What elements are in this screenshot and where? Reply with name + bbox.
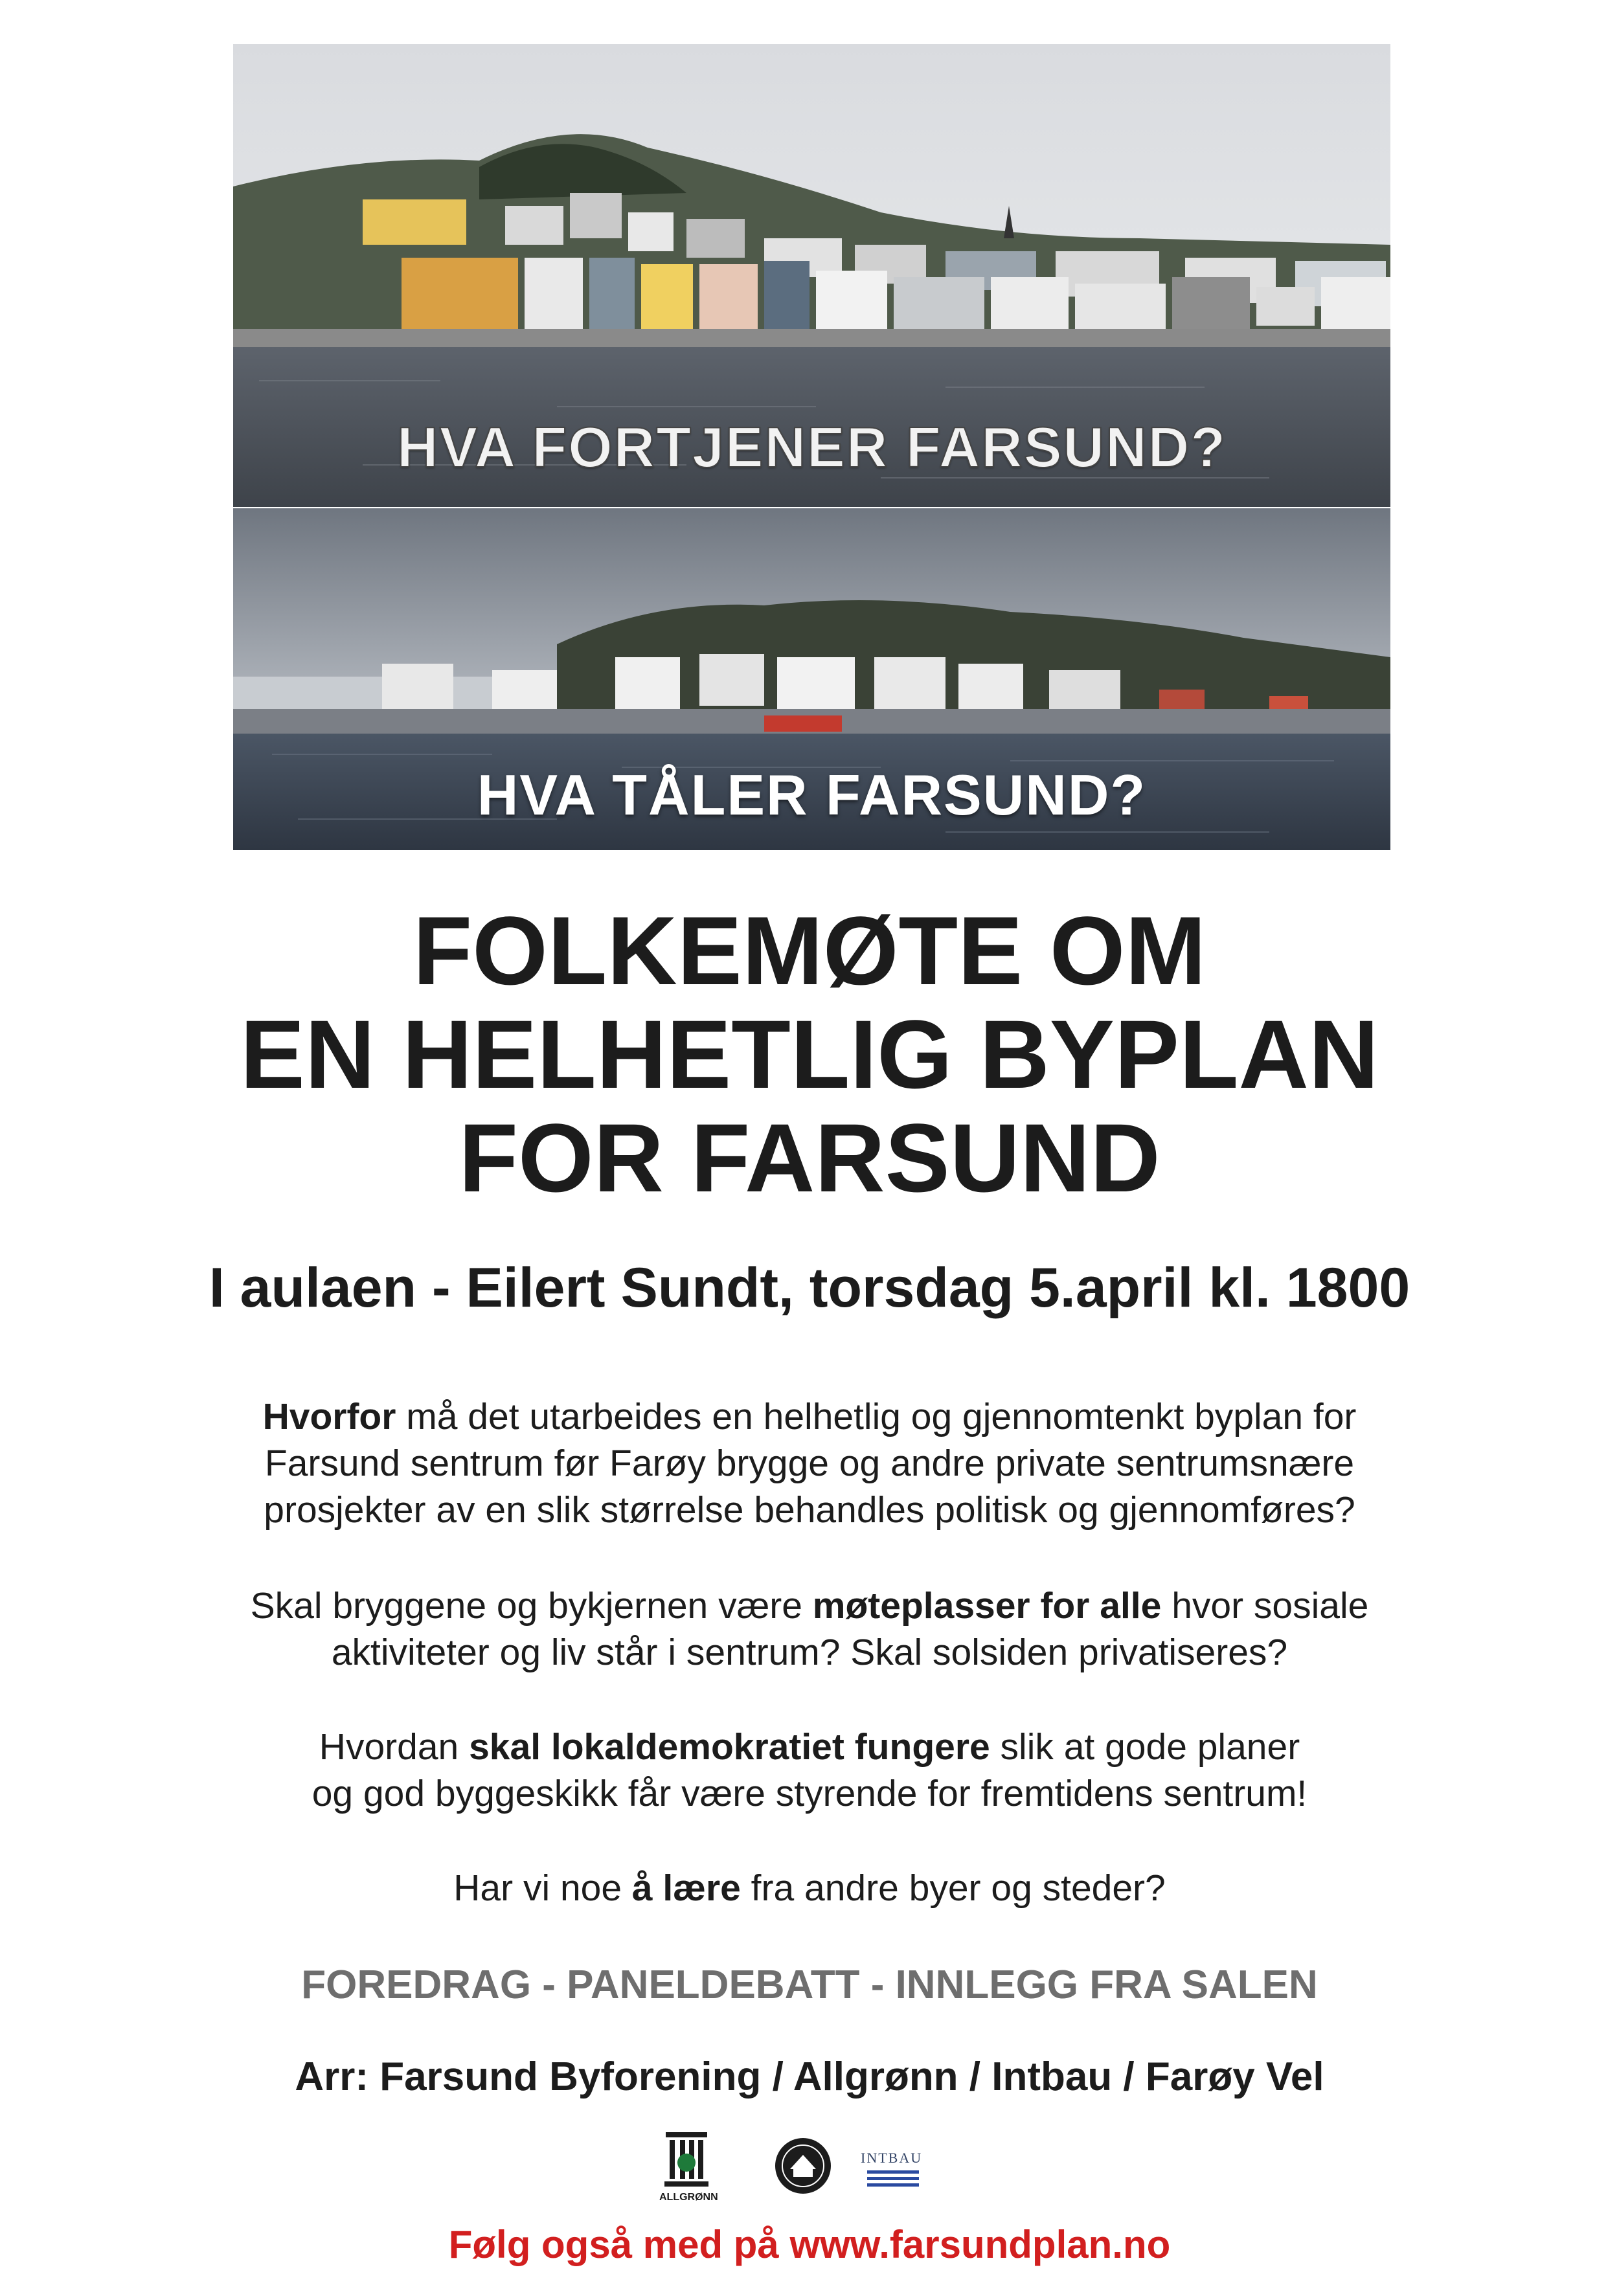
paragraph-democracy-pre: Hvordan xyxy=(319,1726,470,1768)
paragraph-why-line-1: må det utarbeides en helhetlig og gjennomtenkt byplan for xyxy=(396,1396,1357,1437)
intbau-logo xyxy=(858,2150,936,2195)
paragraph-why-bold: Hvorfor xyxy=(262,1396,396,1437)
allgronn-label: ALLGRØNN xyxy=(659,2192,718,2203)
allgronn-logo xyxy=(659,2127,718,2205)
paragraph-learn-post: fra andre byer og steder? xyxy=(740,1867,1166,1909)
paragraph-why xyxy=(97,1393,1522,1533)
intbau-label: INTBAU xyxy=(861,2150,923,2166)
website-link[interactable]: Følg også med på www.farsundplan.no xyxy=(448,2223,1171,2266)
program: FOREDRAG - PANELDEBATT - INNLEGG FRA SALEN xyxy=(301,1963,1318,2007)
paragraph-meeting-places-post: hvor sosiale xyxy=(1161,1585,1369,1626)
seal-icon xyxy=(774,2137,832,2195)
paragraph-democracy-post: slik at gode planer xyxy=(990,1726,1300,1768)
bottom-photo xyxy=(233,508,1390,850)
event-details: I aulaen - Eilert Sundt, torsdag 5.april kl. 1800 xyxy=(209,1257,1410,1319)
intbau-columns-icon xyxy=(858,2168,936,2194)
top-photo-caption: HVA FORTJENER FARSUND? xyxy=(397,415,1227,479)
paragraph-learn-bold: å lære xyxy=(631,1867,741,1909)
paragraph-meeting-places-line-2: aktiviteter og liv står i sentrum? Skal solsiden privatiseres? xyxy=(331,1632,1288,1673)
headline-line-3: FOR FARSUND xyxy=(459,1103,1160,1212)
allgronn-icon xyxy=(661,2127,712,2192)
paragraph-learn-pre: Har vi noe xyxy=(453,1867,632,1909)
paragraph-democracy xyxy=(97,1724,1522,1817)
paragraph-democracy-line-2: og god byggeskikk får være styrende for fremtidens sentrum! xyxy=(311,1773,1308,1814)
logo-row xyxy=(0,2127,1619,2211)
paragraph-democracy-bold: skal lokaldemokratiet fungere xyxy=(469,1726,990,1768)
paragraph-learn xyxy=(97,1865,1522,1911)
paragraph-meeting-places xyxy=(97,1582,1522,1676)
paragraph-why-line-2: Farsund sentrum før Farøy brygge og andre private sentrumsnære xyxy=(264,1443,1355,1484)
bottom-photo-caption: HVA TÅLER FARSUND? xyxy=(477,763,1147,827)
headline xyxy=(0,896,1619,1212)
headline-line-1: FOLKEMØTE OM xyxy=(413,896,1206,1005)
headline-line-2: EN HELHETLIG BYPLAN xyxy=(240,1000,1379,1109)
paragraph-meeting-places-pre: Skal bryggene og bykjernen være xyxy=(250,1585,813,1626)
organizers: Arr: Farsund Byforening / Allgrønn / Intbau / Farøy Vel xyxy=(295,2054,1324,2099)
paragraph-meeting-places-bold: møteplasser for alle xyxy=(812,1585,1162,1626)
paragraph-why-line-3: prosjekter av en slik størrelse behandles politisk og gjennomføres? xyxy=(264,1489,1355,1531)
top-photo xyxy=(233,44,1390,507)
farsund-byforening-logo xyxy=(774,2137,832,2195)
